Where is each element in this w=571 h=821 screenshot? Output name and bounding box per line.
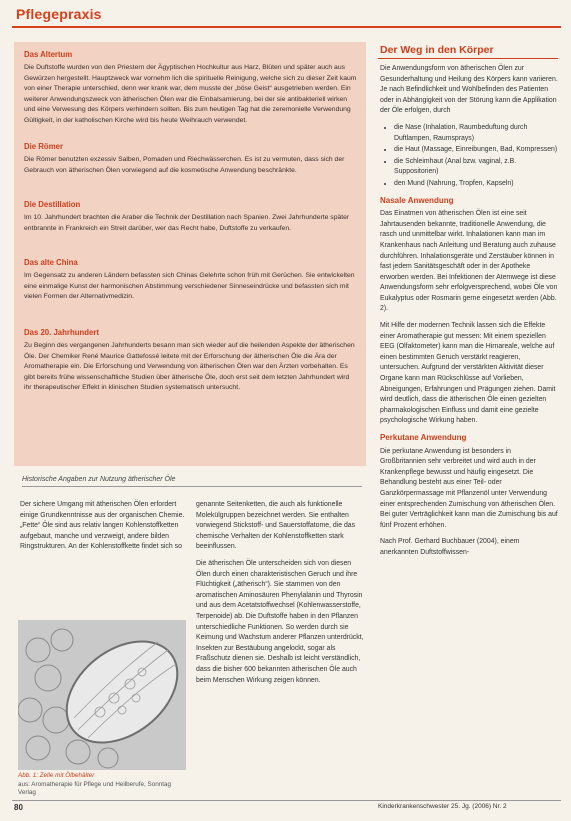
paragraph: Die ätherischen Öle unterscheiden sich von diesen Ölen durch einen charakteristischen Geruch und ihre Flüchtigkeit („ätherisch“). Sie stammen von den aromatischen Aminosäuren Phenylalanin und Thyrosin und aus dem Acetatstoffwechsel (Kohlenwasserstoffe, Terpenoide) ab. Die Duftstoffe haben in den Pflanzen unterschiedliche Funktionen. So werden durch sie Keimung und Wachstum anderer Pflanzen unterdrückt, Insekten zur Bestäubung angelockt, sogar als Fraßschutz dienen sie. Deshalb ist leicht verständlich, dass die bisher 600 bekannten ätherischen Öle auch beim Menschen Wirkung zeigen können. [196, 559, 364, 684]
box-text: Im Gegensatz zu anderen Ländern befassten sich Chinas Gelehrte schon früh mit Gerüchen. Sie entwickelten eine einmalige Kunst der harmonischen Abstimmung verschiedener Sinneseindrücke und befassten sich mit vielen Formen der Alternativmedizin. [24, 272, 355, 300]
paragraph: Die perkutane Anwendung ist besonders in Großbritannien sehr verbreitet und wird auch in der Krankenpflege bewusst und häufig eingesetzt. Die Behandlung besteht aus einer Teil- oder Ganzkörpermassage mit Pflanzenöl unter Verwendung einer entsprechenden Zumischung von ätherischen Ölen. Bei guter Verträglichkeit kann man die Zumischung bis auf fünf Prozent erhöhen. [380, 447, 558, 529]
cell-illustration [18, 620, 186, 770]
box-section-destillation [24, 200, 358, 234]
figure-source: aus: Aromatherapie für Pflege und Heilberufe, Sonntag Verlag [18, 780, 171, 796]
box-text: Im 10. Jahrhundert brachten die Araber die Technik der Destillation nach Spanien. Zwei Jahrhunderte später entbrannte in Frankreich ein Streit darüber, wer das Recht habe, Duftstoffe zu verkaufen. [24, 214, 350, 232]
column-middle [196, 500, 366, 692]
journal-reference: Kinderkrankenschwester 25. Jg. (2006) Nr. 2 [378, 803, 507, 810]
box-heading: Das alte China [24, 258, 78, 267]
list-item: • die Haut (Massage, Einreibungen, Bad, Kompressen) [394, 145, 558, 156]
application-list [380, 123, 558, 190]
box-heading: Die Römer [24, 142, 63, 151]
header-rule [12, 26, 561, 28]
box-text: Zu Beginn des vergangenen Jahrhunderts besann man sich wieder auf die heilenden Aspekte der ätherischen Öle. Der Chemiker René Maurice Gattefossé leitete mit der Erforschung der ätherischen Öle die Ära der Aromatherapie ein. Die Erforschung und Verwendung von ätherischen Ölen war den Ärzten vorbehalten. Es gibt bereits frühe wissenschaftliche Studien über ätherische Öle, doch erst seit dem letzten Jahrhundert wird ihr therapeutischer Effekt in klinischen Studien systematisch untersucht. [24, 342, 355, 391]
paragraph: Die Anwendungsform von ätherischen Ölen zur Gesunderhaltung und Heilung des Körpers kann variieren. Je nach Befindlichkeit und Wohlbefinden des Patienten oder in Abhängigkeit von der Störung kann die Applikation der Öle erfolgen, durch [380, 65, 558, 115]
page-number: 80 [14, 803, 23, 812]
box-heading: Die Destillation [24, 200, 81, 209]
box-section-roemer [24, 142, 358, 176]
box-section-20jh [24, 328, 358, 394]
right-heading: Der Weg in den Körper [380, 44, 494, 56]
paragraph: Mit Hilfe der modernen Technik lassen sich die Effekte einer Aromatherapie gut messen: Mit einem speziellen EEG (Olfaktometer) kann man die Hirnareale, welche auf einen bestimmten Geruch verstärkt reagieren, untersuchen. Aufgrund der verstärkten Aktivität dieser Organe kann man Rückschlüsse auf Vorlieben, Abneigungen, Erfahrungen und Prägungen ziehen. Damit wird deutlich, dass die ätherischen Öle einen gezielten pharmakologischen Einfluss und damit eine gezielte psychologische Wirkung haben. [380, 322, 556, 425]
box-heading: Das Altertum [24, 50, 73, 59]
paragraph: Nach Prof. Gerhard Buchbauer (2004), einem anerkannten Duftstoffwissen- [380, 538, 520, 556]
cell-figure [18, 620, 186, 770]
box-section-china [24, 258, 358, 303]
box-section-altertum [24, 50, 358, 126]
box-heading: Das 20. Jahrhundert [24, 328, 99, 337]
list-item: • die Schleimhaut (Anal bzw. vaginal, z.B. Suppositorien) [394, 157, 558, 178]
column-right [380, 64, 558, 565]
list-item: • die Nase (Inhalation, Raumbeduftung durch Duftlampen, Raumsprays) [394, 123, 558, 144]
paragraph: Der sichere Umgang mit ätherischen Ölen erfordert einige Grundkenntnisse aus der organischen Chemie. „Fette“ Öle sind aus relativ langen Kohlenstoffketten aufgebaut, manche und verzweigt, andere bilden Ringstrukturen. An der Kohlenstoffkette findet sich so [20, 501, 185, 551]
paragraph: genannte Seitenketten, die auch als funktionelle Molekülgruppen bezeichnet werden. Sie enthalten vorwiegend Stickstoff- und Sauerstoffatome, die das chemische Verhalten der Kohlenstoffketten stark beeinflussen. [196, 501, 356, 551]
box-caption: Historische Angaben zur Nutzung ätherischer Öle [22, 476, 362, 487]
paragraph: Das Einatmen von ätherischen Ölen ist eine seit Jahrtausenden bekannte, traditionelle Anwendung, die rasch und unmittelbar wirkt. Inhalationen kann man im Krankenhaus nach Anleitung und Beratung auch zuhause durchführen. Inhalationsgeräte und Zerstäuber können in fast jedem Sanitätsgeschäft oder in der Apotheke erworben werden. Bei Infektionen der Atemwege ist diese Anwendungsform sehr erfolgversprechend, wobei Öle von Eukalyptus oder Rosmarin gerne eingesetzt werden (Abb. 2). [380, 210, 558, 313]
list-item: • den Mund (Nahrung, Tropfen, Kapseln) [394, 179, 558, 190]
column-left [20, 500, 186, 559]
history-box [14, 42, 366, 466]
subheading-perkutan: Perkutane Anwendung [380, 433, 467, 442]
right-rule [378, 58, 558, 59]
box-text: Die Duftstoffe wurden von den Priestern der Ägyptischen Hochkultur aus Harz, Blüten und später auch aus Gewürzen hergestellt. Hauptzweck war vornehm lich die spirituelle Reinigung, welche sich zu dieser Zeit kaum von einer Therapie unterschied, denn wer krank war, dem musste der „böse Geist“ ausgetrieben werden. Ein weiterer Anwendungszweck von ätherischen Ölen war die Einbalsamierung, bei der sie antibakteriell wirken und eine Verwesung des Körpers verhindern sollten. Bis zum heutigen Tag hat die zeremonielle Verwendung Gültigkeit, in der katholischen Kirche wird bis heute Weihrauch verwendet. [24, 64, 357, 124]
figure-title: Abb. 1: Zelle mit Ölbehälter [18, 772, 95, 779]
figure-caption [18, 772, 188, 798]
subheading-nasal: Nasale Anwendung [380, 195, 454, 205]
box-text: Die Römer benutzten exzessiv Salben, Pomaden und Riechwässerchen. Es ist zu vermuten, dass sich der Gebrauch von ätherischen Ölen vorwiegend auf die kosmetische Anwendung beschränkte. [24, 156, 345, 174]
footer-rule [12, 800, 561, 801]
section-header: Pflegepraxis [16, 6, 102, 22]
